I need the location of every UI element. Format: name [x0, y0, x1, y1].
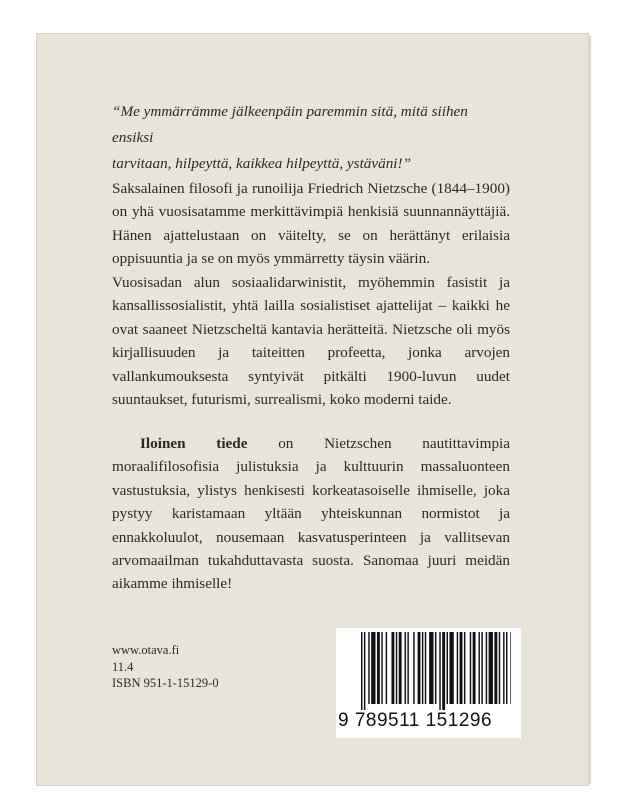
barcode-bar: [457, 632, 458, 704]
barcode-bar: [478, 632, 479, 704]
blurb-paragraph-3: [112, 432, 510, 596]
barcode-bar: [377, 632, 380, 704]
barcode-bar: [439, 632, 440, 710]
book-title-emphasis: Iloinen tiede: [140, 435, 248, 452]
barcode-bar: [418, 632, 421, 704]
isbn-text: ISBN 951-1-15129-0: [112, 676, 219, 690]
barcode-bar: [447, 632, 448, 704]
barcode-bar: [422, 632, 423, 704]
barcode-bar: [460, 632, 463, 704]
publisher-info: [112, 642, 219, 692]
barcode-bar: [494, 632, 497, 704]
barcode-bar: [413, 632, 414, 704]
barcode-bar: [473, 632, 476, 704]
blurb-paragraph-1: Saksalainen filosofi ja runoilija Friedrich Nietzsche (1844–1900) on yhä vuosisatamme merkittävimpiä henkisiä suunnannäyttäjiä. Hänen ajattelustaan on väitelty, se on herättänyt erilaisia oppisuuntia ja se on myös ymmärretty täysin väärin.: [112, 180, 510, 268]
barcode-bar: [386, 632, 387, 704]
classification-code: 11.4: [112, 659, 134, 674]
epigraph-quote: [112, 99, 512, 177]
barcode-bar: [391, 632, 394, 704]
barcode-bar: [486, 632, 487, 704]
barcode-bar: [425, 632, 426, 704]
barcode-icon: [361, 632, 511, 710]
barcode-bar: [371, 632, 375, 704]
barcode-bar: [499, 632, 500, 704]
barcode-bar: [489, 632, 493, 704]
barcode-bar: [435, 632, 436, 704]
barcode-bar: [361, 632, 362, 710]
barcode-bar: [510, 632, 511, 704]
barcode-bar: [442, 632, 445, 710]
barcode-bar: [396, 632, 397, 704]
barcode-bar: [364, 632, 365, 710]
epigraph-line: “Me ymmärrämme jälkeenpäin paremmin sitä, mitä siihen ensiksi: [112, 103, 468, 146]
barcode-bar: [407, 632, 408, 704]
barcode-bar: [506, 632, 507, 704]
barcode-bar: [429, 632, 433, 704]
blurb-paragraph-3-text: on Nietzschen nautittavimpia moraalifilosofisia julistuksia ja kulttuurin massaluonteen vastustuksia, ylistys henkisesti korkeatasoiselle ihmiselle, joka pystyy karistamaan yltään yhteiskunnan normistot ja ennakkoluulot, nousemaan kasvatusperinteen ja vallitsevan arvomaailman tukahduttavasta suosta. Sanomaa juuri meidän aikamme ihmiselle!: [112, 435, 510, 593]
barcode-bar: [503, 632, 504, 704]
epigraph-line: tarvitaan, hilpeyttä, kaikkea hilpeyttä, ystäväni!”: [112, 155, 412, 172]
barcode-digits: 9 789511 151296: [338, 710, 493, 731]
barcode-bar: [381, 632, 382, 704]
barcode-bar: [470, 632, 471, 704]
barcode-bar: [481, 632, 482, 704]
barcode-bar: [368, 632, 369, 704]
barcode-bar: [405, 632, 406, 704]
barcode-bar: [464, 632, 465, 704]
barcode-bar: [399, 632, 402, 704]
barcode-bar: [449, 632, 453, 704]
blurb-paragraph-2: Vuosisadan alun sosiaalidarwinistit, myöhemmin fasistit ja kansallissosialistit, yhtä lailla sosialistiset ajattelijat – kaikki he ovat saaneet Nietzscheltä kantavia herätteitä. Nietzsche oli myös kirjallisuuden ja taiteitten profeetta, jonka arvojen vallankumouksesta syntyivät pitkälti 1900-luvun uudet suuntaukset, futurismi, surrealismi, koko moderni taide.: [112, 274, 510, 409]
barcode-label: [336, 628, 521, 738]
publisher-website: www.otava.fi: [112, 643, 180, 657]
